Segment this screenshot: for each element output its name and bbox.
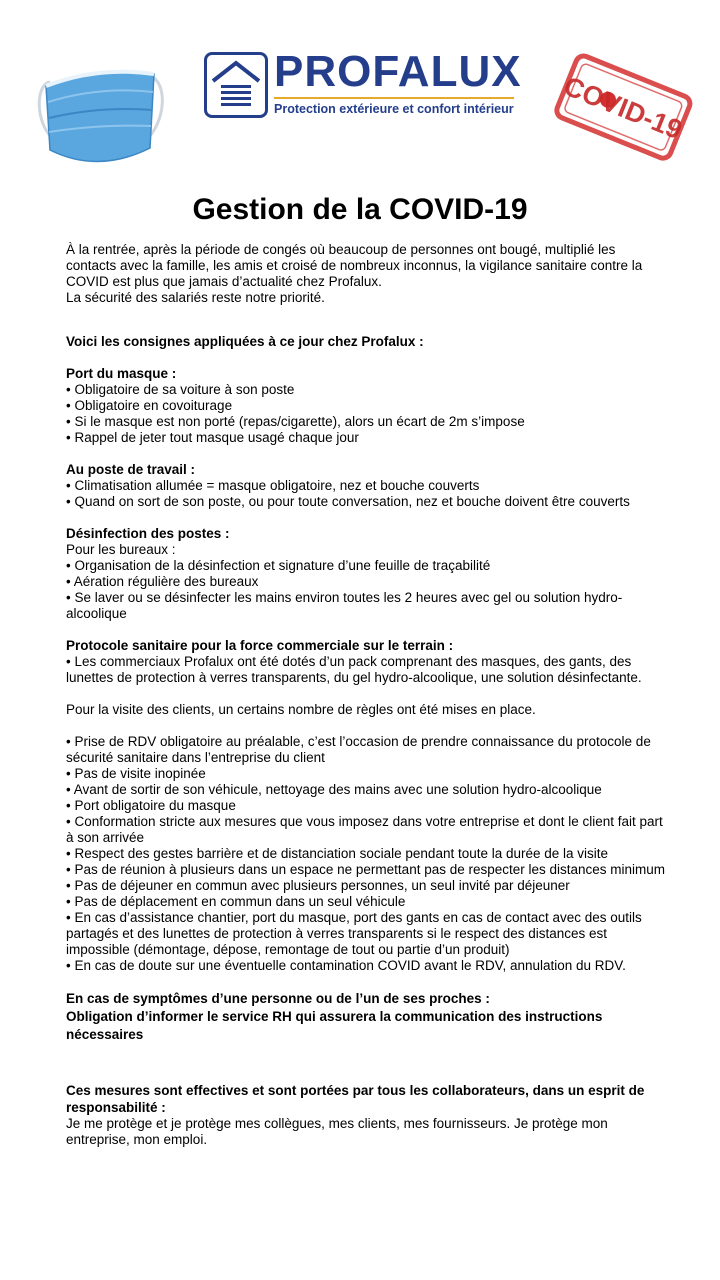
section-title: Au poste de travail : (66, 462, 196, 477)
list-item: • Pas de déjeuner en commun avec plusieurs personnes, un seul invité par déjeuner (66, 878, 570, 893)
logo-tagline: Protection extérieure et confort intérieur (274, 102, 514, 116)
page-title: Gestion de la COVID-19 (192, 193, 528, 226)
section-subtitle: Pour les bureaux : (66, 542, 176, 557)
profalux-logo (204, 47, 522, 127)
list-item: • Avant de sortir de son véhicule, nettoyage des mains avec une solution hydro-alcoolique (66, 782, 602, 797)
list-item: • Obligatoire de sa voiture à son poste (66, 382, 295, 397)
list-item: • Organisation de la désinfection et signature d’une feuille de traçabilité (66, 558, 491, 573)
list-item: • Quand on sort de son poste, ou pour toute conversation, nez et bouche doivent être couverts (66, 494, 630, 509)
section-title: Protocole sanitaire pour la force commerciale sur le terrain : (66, 638, 454, 653)
list-item: • Obligatoire en covoiturage (66, 398, 233, 413)
list-item: • Aération régulière des bureaux (66, 574, 259, 589)
list-item: • Respect des gestes barrière et de distanciation sociale pendant toute la durée de la visite (66, 846, 609, 861)
intro-paragraph: À la rentrée, après la période de congés où beaucoup de personnes ont bougé, multiplié les contacts avec la famille, les amis et croisé de nombreux inconnus, la vigilance sanitaire contre la COVID est plus que jamais d’actualité chez Profalux. (66, 242, 643, 289)
list-item: • Se laver ou se désinfecter les mains environ toutes les 2 heures avec gel ou solution hydro-alcoolique (66, 590, 623, 621)
logo-underline (274, 97, 514, 99)
list-item: • En cas d’assistance chantier, port du masque, port des gants en cas de contact avec des outils partagés et des lunettes de protection à verres transparents si le respect des distances est impossible (démontage, dépose, remontage de tout ou partie d’un produit) (66, 910, 642, 957)
section-poste-de-travail (66, 462, 666, 510)
section-conclusion (66, 1082, 666, 1148)
list-item: • Si le masque est non porté (repas/cigarette), alors un écart de 2m s’impose (66, 414, 525, 429)
covid-stamp (548, 44, 698, 172)
conclusion-text: Je me protège et je protège mes collègues, mes clients, mes fournisseurs. Je protège mon entreprise, mon emploi. (66, 1116, 608, 1147)
house-shutter-icon (204, 52, 268, 118)
list-item: • Pas de réunion à plusieurs dans un espace ne permettant pas de respecter les distances minimum (66, 862, 666, 877)
list-item: • Conformation stricte aux mesures que vous imposez dans votre entreprise et dont le client fait part à son arrivée (66, 814, 663, 845)
header (0, 0, 720, 185)
document-body (66, 242, 666, 1148)
section-title: Port du masque : (66, 366, 177, 381)
section-desinfection (66, 526, 666, 622)
list-item: • Pas de visite inopinée (66, 766, 206, 781)
list-item: • Prise de RDV obligatoire au préalable, c’est l’occasion de prendre connaissance du protocole de sécurité sanitaire dans l’entreprise du client (66, 734, 651, 765)
protocole-intro: • Les commerciaux Profalux ont été dotés d’un pack comprenant des masques, des gants, des lunettes de protection à verres transparents, du gel hydro-alcoolique, une solution désinfectante. (66, 654, 642, 685)
section-protocole (66, 638, 666, 974)
list-item: • Climatisation allumée = masque obligatoire, nez et bouche couverts (66, 478, 480, 493)
intro-priority: La sécurité des salariés reste notre priorité. (66, 290, 325, 305)
symptomes-obligation: Obligation d’informer le service RH qui assurera la communication des instructions nécessaires (66, 1009, 603, 1042)
surgical-mask-image (32, 62, 168, 174)
conclusion-title: Ces mesures sont effectives et sont portées par tous les collaborateurs, dans un esprit de responsabilité : (66, 1083, 645, 1115)
section-port-du-masque (66, 366, 666, 446)
section-symptomes (66, 990, 666, 1044)
list-item: • Rappel de jeter tout masque usagé chaque jour (66, 430, 359, 445)
list-item: • Port obligatoire du masque (66, 798, 236, 813)
section-title: Désinfection des postes : (66, 526, 230, 541)
list-item: • Pas de déplacement en commun dans un seul véhicule (66, 894, 406, 909)
logo-brand: PROFALUX (274, 47, 522, 96)
intro (66, 242, 666, 306)
list-item: • En cas de doute sur une éventuelle contamination COVID avant le RDV, annulation du RDV. (66, 958, 626, 973)
symptomes-line: En cas de symptômes d’une personne ou de l’un de ses proches : (66, 991, 490, 1006)
protocole-visite: Pour la visite des clients, un certains nombre de règles ont été mises en place. (66, 702, 536, 717)
consignes-heading: Voici les consignes appliquées à ce jour chez Profalux : (66, 334, 424, 349)
stamp-text: COVID-19 (559, 70, 687, 146)
